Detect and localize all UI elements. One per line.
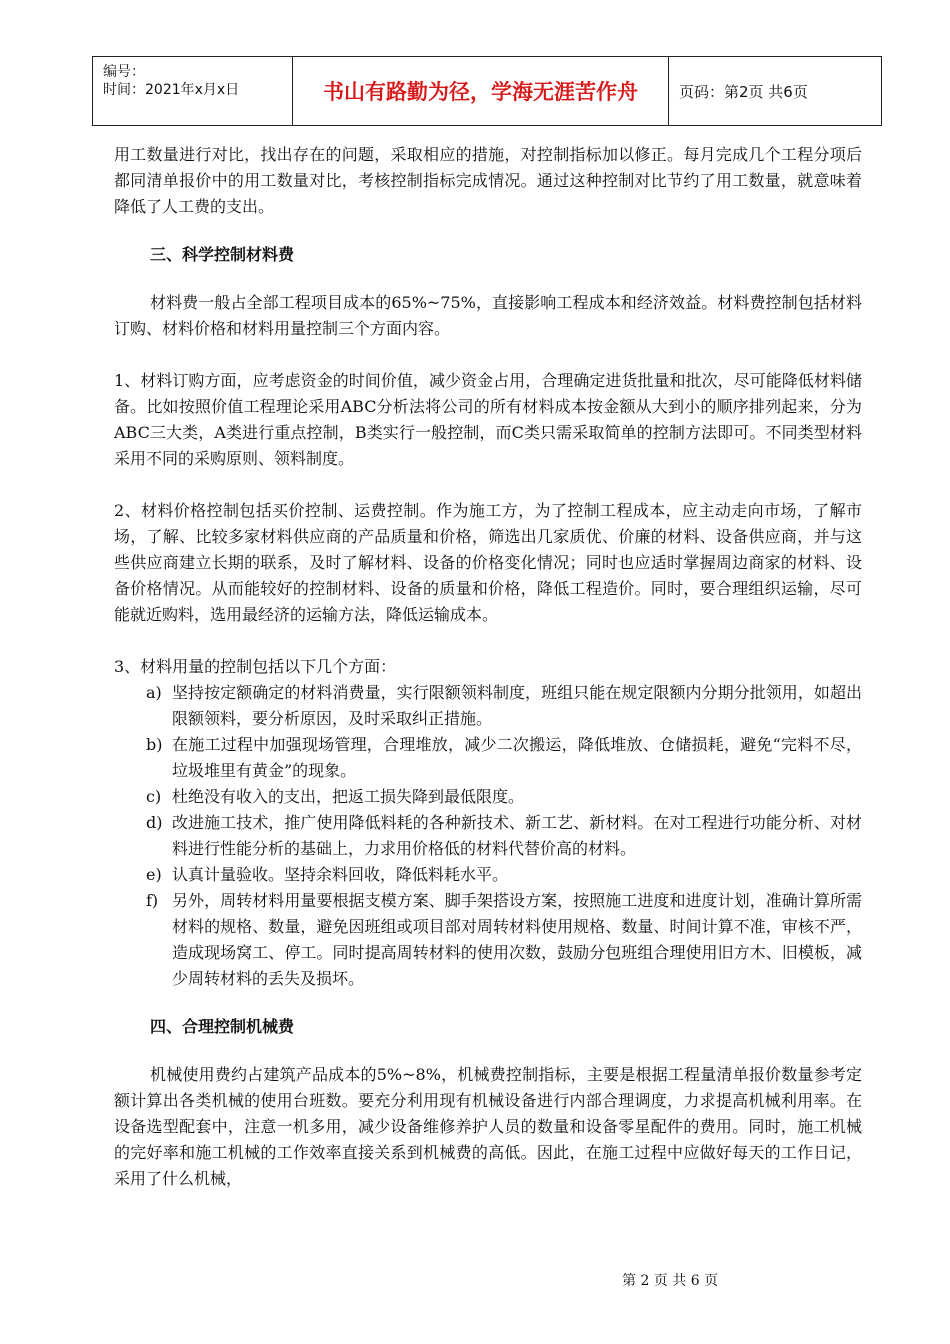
list-item: [146, 810, 862, 862]
list-marker: d): [146, 813, 163, 832]
list-item: [146, 888, 862, 992]
paragraph: 3、材料用量的控制包括以下几个方面：: [114, 657, 397, 676]
list-marker: b): [146, 735, 163, 754]
list-text: 杜绝没有收入的支出，把返工损失降到最低限度。: [172, 787, 525, 806]
list-item: [146, 862, 862, 888]
list-text: 另外，周转材料用量要根据支模方案、脚手架搭设方案，按照施工进度和进度计划，准确计算所需材料的规格、数量，避免因班组或项目部对周转材料使用规格、数量、时间计算不准，审核不严，造成现场窝工、停工。同时提高周转材料的使用次数，鼓励分包班组合理使用旧方木、旧模板，减少周转材料的丢失及损坏。: [172, 891, 862, 988]
section-heading: 三、科学控制材料费: [150, 245, 295, 264]
list-text: 认真计量验收。坚持余料回收，降低料耗水平。: [172, 865, 509, 884]
document-body: [114, 142, 862, 1192]
list-item: [146, 784, 862, 810]
list-text: 改进施工技术，推广使用降低料耗的各种新技术、新工艺、新材料。在对工程进行功能分析、对材料进行性能分析的基础上，力求用价格低的材料代替价高的材料。: [172, 813, 862, 858]
paragraph: 1、材料订购方面，应考虑资金的时间价值，减少资金占用，合理确定进货批量和批次，尽可能降低材料储备。比如按照价值工程理论采用ABC分析法将公司的所有材料成本按金额从大到小的顺序排列起来，分为ABC三大类，A类进行重点控制，B类实行一般控制，而C类只需采取简单的控制方法即可。不同类型材料采用不同的采购原则、领料制度。: [114, 371, 862, 468]
page-header: [92, 56, 882, 126]
list-item: [146, 680, 862, 732]
list-text: 坚持按定额确定的材料消费量，实行限额领料制度，班组只能在规定限额内分期分批领用，如超出限额领料，要分析原因，及时采取纠正措施。: [172, 683, 862, 728]
list-marker: c): [146, 787, 162, 806]
header-motto: 书山有路勤为径，学海无涯苦作舟: [293, 57, 669, 125]
number-label: 编号：: [103, 64, 145, 80]
paragraph: 机械使用费约占建筑产品成本的5%~8%，机械费控制指标，主要是根据工程量清单报价数量参考定额计算出各类机械的使用台班数。要充分利用现有机械设备进行内部合理调度，力求提高机械利用率。在设备选型配套中，注意一机多用，减少设备维修养护人员的数量和设备零星配件的费用。同时，施工机械的完好率和施工机械的工作效率直接关系到机械费的高低。因此，在施工过程中应做好每天的工作日记，采用了什么机械，: [114, 1065, 862, 1188]
list-marker: e): [146, 865, 162, 884]
header-page-info: 页码：第2页 共6页: [679, 82, 808, 101]
list-marker: f): [146, 891, 159, 910]
paragraph: 用工数量进行对比，找出存在的问题，采取相应的措施，对控制指标加以修正。每月完成几个工程分项后都同清单报价中的用工数量对比，考核控制指标完成情况。通过这种控制对比节约了用工数量，就意味着降低了人工费的支出。: [114, 145, 862, 216]
list-marker: a): [146, 683, 162, 702]
paragraph: 材料费一般占全部工程项目成本的65%~75%，直接影响工程成本和经济效益。材料费控制包括材料订购、材料价格和材料用量控制三个方面内容。: [114, 293, 862, 338]
paragraph: 2、材料价格控制包括买价控制、运费控制。作为施工方，为了控制工程成本，应主动走向市场，了解市场，了解、比较多家材料供应商的产品质量和价格，筛选出几家质优、价廉的材料、设备供应商，并与这些供应商建立长期的联系，及时了解材料、设备的价格变化情况；同时也应适时掌握周边商家的材料、设备价格情况。从而能较好的控制材料、设备的质量和价格，降低工程造价。同时，要合理组织运输，尽可能就近购料，选用最经济的运输方法，降低运输成本。: [114, 501, 862, 624]
time-label: 时间：2021年x月x日: [103, 82, 240, 98]
list-text: 在施工过程中加强现场管理，合理堆放，减少二次搬运，降低堆放、仓储损耗，避免“完料不尽，垃圾堆里有黄金”的现象。: [172, 735, 862, 780]
header-meta: [93, 57, 293, 125]
section-heading: 四、合理控制机械费: [150, 1017, 295, 1036]
page-footer: 第 2 页 共 6 页: [622, 1273, 719, 1289]
list-item: [146, 732, 862, 784]
